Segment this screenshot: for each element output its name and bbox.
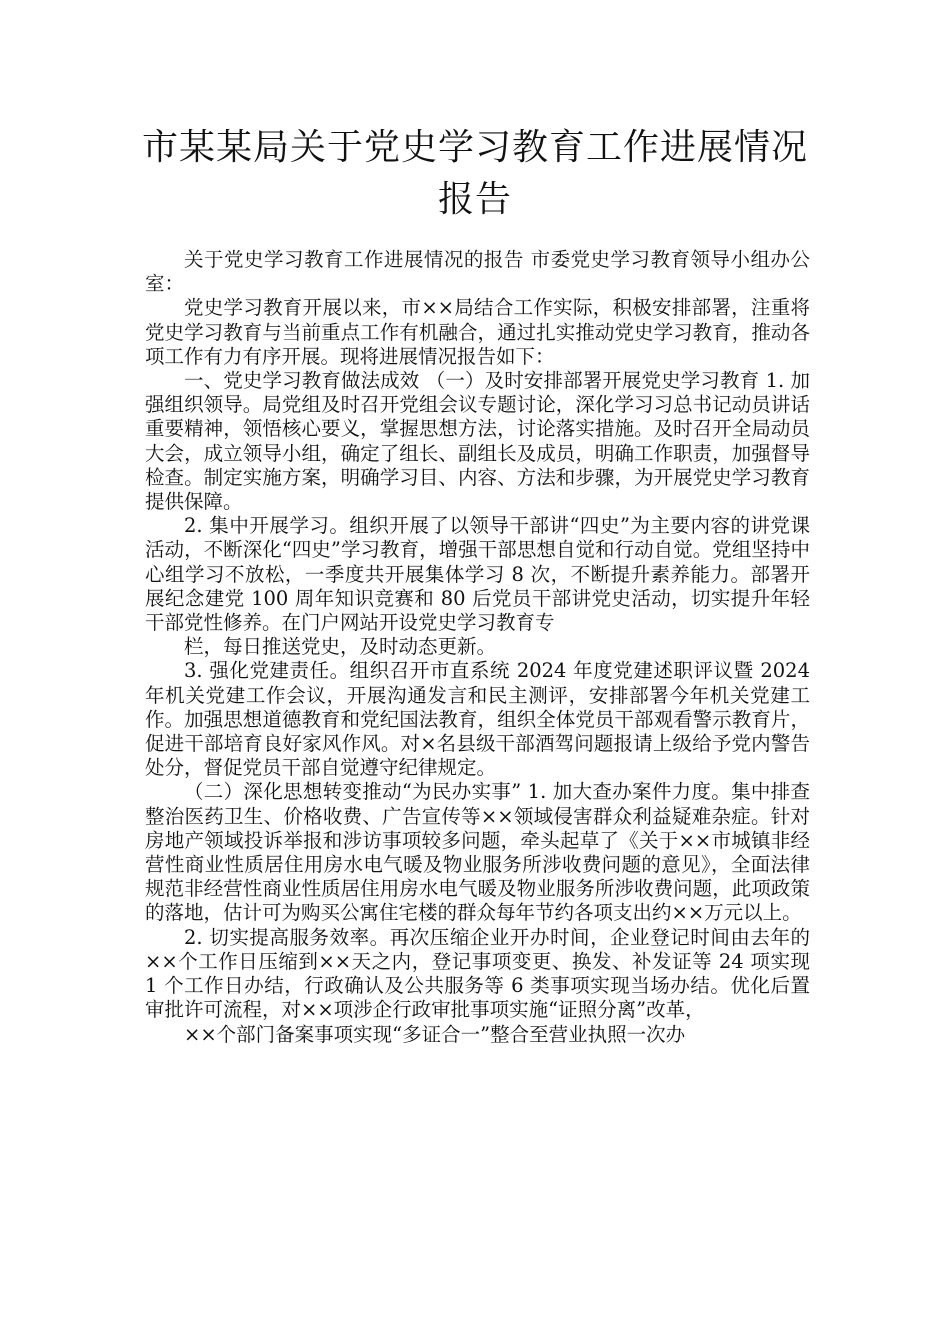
paragraph-intro: 党史学习教育开展以来，市××局结合工作实际，积极安排部署，注重将党史学习教育与当前重点工作有机融合，通过扎实推动党史学习教育，推动各项工作有力有序开展。现将进展情况报告如下：	[145, 296, 810, 368]
paragraph-salutation: 关于党史学习教育工作进展情况的报告 市委党史学习教育领导小组办公室：	[145, 248, 810, 296]
title-line-1: 市某某局关于党史学习教育工作进展情况	[141, 127, 808, 168]
paragraph-service-efficiency: 2. 切实提高服务效率。再次压缩企业开办时间，企业登记时间由去年的××个工作日压缩到××天之内，登记事项变更、换发、补发证等 24 项实现 1 个工作日办结，行政确认及公共服务等 6 类事项实现当场办结。优化后置审批许可流程，对××项涉企行政审批事项实施“证照分离”改革，	[145, 925, 810, 1022]
document-title	[120, 122, 830, 226]
title-line-2: 报告	[437, 179, 512, 220]
document-body	[145, 248, 810, 1047]
paragraph-party-responsibility: 3. 强化党建责任。组织召开市直系统 2024 年度党建述职评议暨 2024 年机关党建工作会议，开展沟通发言和民主测评，安排部署今年机关党建工作。加强思想道德教育和党纪国法教育，组织全体党员干部观看警示教育片，促进干部培育良好家风作风。对×名县级干部酒驾问题报请上级给予党内警告处分，督促党员干部自觉遵守纪律规定。	[145, 659, 810, 780]
paragraph-concentrated-study: 2. 集中开展学习。组织开展了以领导干部讲“四史”为主要内容的讲党课活动，不断深化“四史”学习教育，增强干部思想自觉和行动自觉。党组坚持中心组学习不放松，一季度共开展集体学习 8 次，不断提升素养能力。部署开展纪念建党 100 周年知识竞赛和 80 后党员干部讲党史活动，切实提升年轻干部党性修养。在门户网站开设党史学习教育专	[145, 514, 810, 635]
paragraph-trailing: ××个部门备案事项实现“多证合一”整合至营业执照一次办	[184, 1022, 686, 1046]
paragraph-section-1: 一、党史学习教育做法成效 （一）及时安排部署开展党史学习教育 1. 加强组织领导。局党组及时召开党组会议专题讨论，深化学习习总书记动员讲话重要精神，领悟核心要义，掌握思想方法，讨论落实措施。及时召开全局动员大会，成立领导小组，确定了组长、副组长及成员，明确工作职责，加强督导检查。制定实施方案，明确学习目、内容、方法和步骤，为开展党史学习教育提供保障。	[145, 369, 810, 514]
paragraph-section-2: （二）深化思想转变推动“为民办实事” 1. 加大查办案件力度。集中排查整治医药卫生、价格收费、广告宣传等××领域侵害群众利益疑难杂症。针对房地产领域投诉举报和涉访事项较多问题，牵头起草了《关于××市城镇非经营性商业性质居住用房水电气暖及物业服务所涉收费问题的意见》，全面法律规范非经营性商业性质居住用房水电气暖及物业服务所涉收费问题，此项政策的落地，估计可为购买公寓住宅楼的群众每年节约各项支出约××万元以上。	[145, 780, 810, 925]
paragraph-column-continuation: 栏，每日推送党史，及时动态更新。	[184, 635, 497, 659]
